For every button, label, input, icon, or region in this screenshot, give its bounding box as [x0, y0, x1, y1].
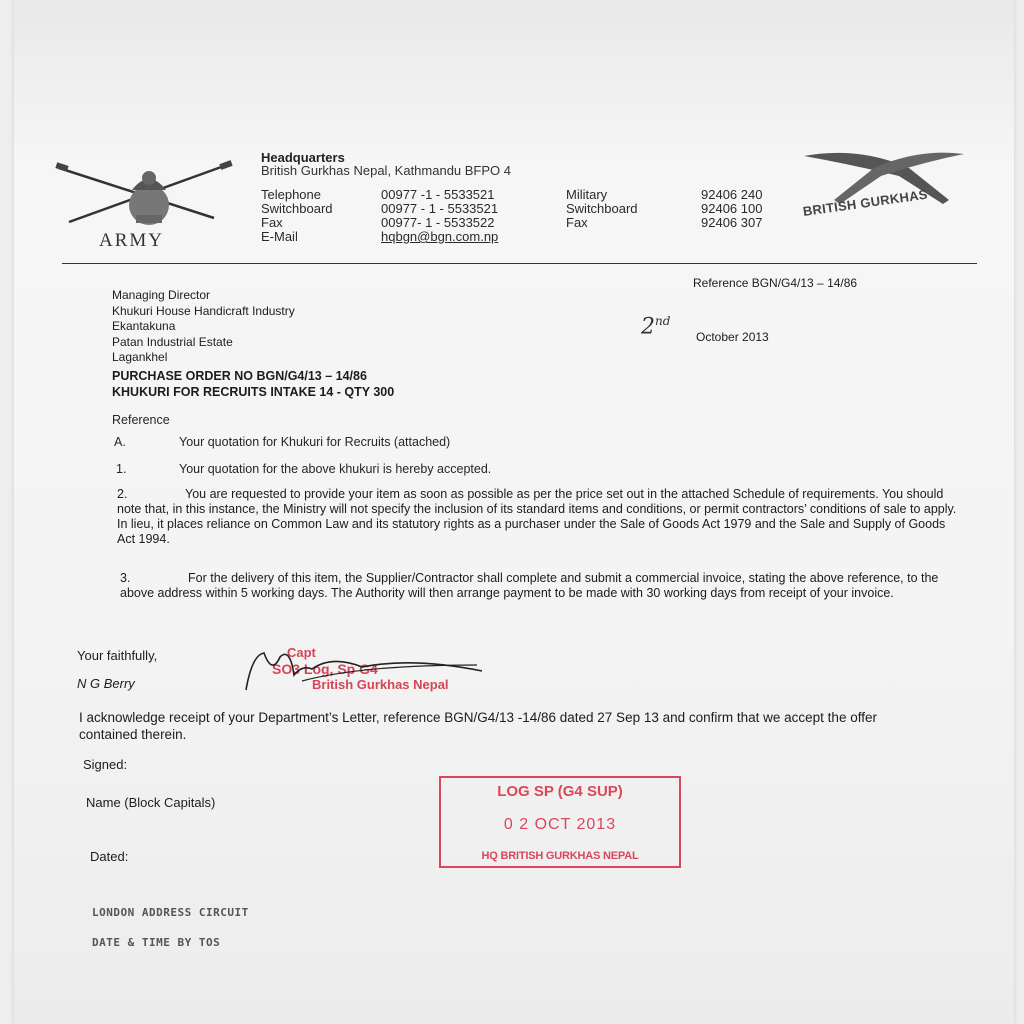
khukuri-order-line: KHUKURI FOR RECRUITS INTAKE 14 - QTY 300: [112, 385, 395, 399]
paragraph-1: [116, 462, 491, 476]
footer-line-1: LONDON ADDRESS CIRCUIT: [92, 906, 249, 919]
address-line: Managing Director: [112, 288, 211, 302]
contact-label: Fax: [261, 215, 283, 230]
signed-label: Signed:: [83, 757, 128, 772]
dated-label: Dated:: [90, 849, 129, 864]
reference-number: Reference BGN/G4/13 – 14/86: [693, 276, 858, 290]
stamp-rank: Capt: [287, 645, 316, 660]
address-line: Lagankhel: [112, 350, 168, 364]
contact-kind: Military: [566, 187, 608, 202]
paragraph-3: [120, 571, 960, 601]
contact-number: 00977- 1 - 5533522: [381, 215, 495, 230]
email-row: [261, 230, 762, 244]
paragraph-number: 3.: [120, 571, 131, 585]
signature-stamp: [242, 645, 542, 695]
paragraph-text: For the delivery of this item, the Supplier/Contractor shall complete and submit a commercial invoice, stating the above reference, to the above address within 5 working days. The Authority will then arrange payment to be made with 30 working days from receipt of your invoice.: [120, 571, 939, 600]
stamp-department: LOG SP (G4 SUP): [497, 783, 623, 800]
contact-label: Telephone: [261, 187, 321, 202]
paragraph-number: 2.: [117, 487, 128, 501]
contact-number: 00977 -1 - 5533521: [381, 187, 495, 202]
paragraph-number: 1.: [116, 462, 127, 476]
address-line: Khukuri House Handicraft Industry: [112, 303, 295, 318]
hq-subtitle: British Gurkhas Nepal, Kathmandu BFPO 4: [261, 163, 512, 178]
handwritten-day: 2nd: [641, 314, 671, 340]
gurkhas-logo-text: BRITISH GURKHAS: [801, 186, 929, 219]
address-line: Patan Industrial Estate: [112, 334, 233, 349]
switchboard-row: [261, 202, 762, 216]
contact-kind: Switchboard: [566, 201, 638, 216]
subject-heading: [112, 368, 394, 400]
reference-item-a: [114, 435, 450, 449]
paragraph-text: You are requested to provide your item as soon as possible as per the price set out in the attached Schedule of requirements. You should note that, in this instance, the Ministry will not specify the inclusion of its standard items and conditions, or permit contractors’ conditions of sale to apply. In lieu, it places reliance on Common Law and its statutory rights as a purchaser under the Sale of Goods Act 1979 and the Sale and Supply of Goods Act 1994.: [117, 487, 957, 546]
email-label: E-Mail: [261, 229, 298, 244]
army-crest-logo: [54, 160, 234, 235]
stamp-headquarters: HQ BRITISH GURKHAS NEPAL: [481, 850, 639, 862]
acknowledgement-text: I acknowledge receipt of your Department’s Letter, reference BGN/G4/13 -14/86 dated 27 Sep 13 and confirm that we accept the offer contained therein.: [79, 710, 877, 742]
military-number: 92406 100: [701, 201, 763, 216]
fax-row: [261, 216, 762, 230]
military-number: 92406 240: [701, 187, 763, 202]
sign-off: Your faithfully,: [77, 648, 158, 663]
contact-kind: Fax: [566, 215, 588, 230]
stamp-appointment: SO3 Log, Sp G4: [272, 661, 378, 677]
name-label: Name (Block Capitals): [86, 795, 216, 810]
letter-date: October 2013: [696, 330, 769, 344]
telephone-row: [261, 188, 762, 202]
letter-page: [14, 0, 1014, 1024]
army-logo-text: ARMY: [99, 230, 165, 251]
purchase-order-line: PURCHASE ORDER NO BGN/G4/13 – 14/86: [112, 369, 367, 383]
address-line: Ekantakuna: [112, 319, 176, 333]
email-link[interactable]: hqbgn@bgn.com.np: [381, 229, 499, 244]
hq-title: Headquarters: [261, 150, 345, 165]
footer-line-2: DATE & TIME BY TOS: [92, 936, 221, 949]
signer-name: N G Berry: [77, 676, 135, 691]
stamp-unit: British Gurkhas Nepal: [312, 677, 449, 692]
handwritten-signature: [242, 645, 542, 695]
reference-heading: Reference: [112, 413, 170, 427]
item-number: A.: [114, 435, 126, 449]
paragraph-text: Your quotation for the above khukuri is hereby accepted.: [179, 462, 492, 476]
contact-number: 00977 - 1 - 5533521: [381, 201, 499, 216]
item-text: Your quotation for Khukuri for Recruits (attached): [179, 435, 451, 449]
recipient-address: [112, 288, 295, 366]
paragraph-2: [117, 487, 957, 547]
received-date-stamp: [439, 776, 681, 868]
military-number: 92406 307: [701, 215, 763, 230]
stamp-date: 0 2 OCT 2013: [503, 816, 617, 833]
contact-label: Switchboard: [261, 201, 333, 216]
letterhead-divider: [62, 263, 977, 264]
contact-block: [261, 188, 762, 244]
